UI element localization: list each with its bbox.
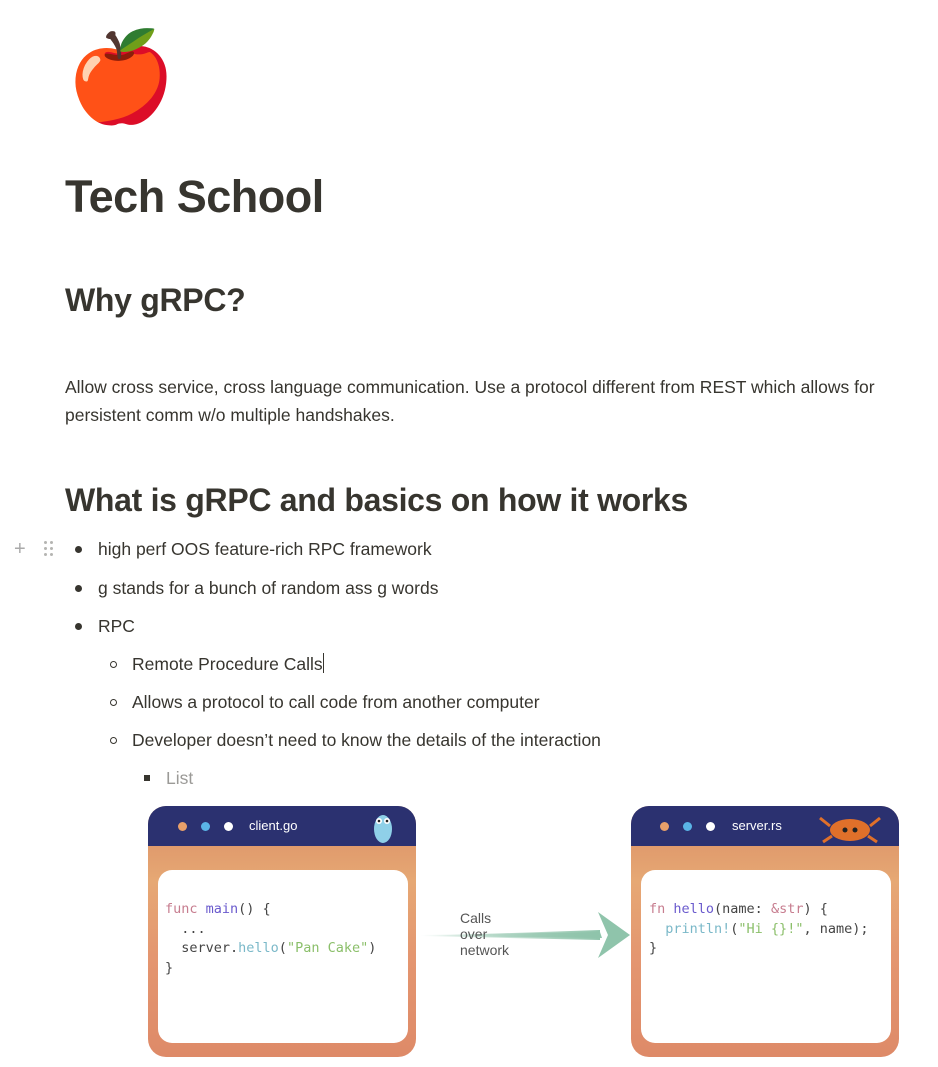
window-dot-icon: [178, 822, 187, 831]
code-token: }: [165, 959, 174, 976]
code-token: }: [649, 940, 658, 956]
ferris-crab-mascot-icon: [817, 812, 883, 844]
gopher-mascot-icon: [372, 810, 394, 844]
code-token: hello: [238, 940, 279, 956]
code-token: func: [165, 901, 198, 917]
list-item-placeholder[interactable]: List: [166, 768, 194, 788]
code-token: , name);: [803, 920, 869, 937]
paragraph-why-grpc[interactable]: Allow cross service, cross language communication. Use a protocol different from REST which allows for persistent comm w/o multiple handshakes.: [65, 377, 875, 425]
code-token: () {: [238, 901, 271, 917]
server-window: [631, 806, 899, 1057]
circle-bullet-icon: [110, 699, 117, 706]
code-token: (: [730, 920, 739, 937]
code-token: println!: [649, 920, 731, 937]
server-filename: server.rs: [732, 818, 782, 833]
list-item[interactable]: Allows a protocol to call code from another computer: [132, 692, 540, 712]
code-token: ): [368, 940, 377, 956]
list-item[interactable]: g stands for a bunch of random ass g words: [98, 578, 439, 598]
bullet-icon: [75, 546, 82, 553]
client-window-header: [148, 806, 416, 846]
server-code-panel: [641, 870, 891, 1043]
list-item[interactable]: RPC: [98, 616, 135, 636]
arrow-icon: [420, 910, 632, 960]
drag-handle-icon[interactable]: [44, 541, 54, 557]
list-item[interactable]: Developer doesn’t need to know the details of the interaction: [132, 730, 601, 750]
code-token: (: [278, 940, 287, 956]
bullet-icon: [75, 585, 82, 592]
circle-bullet-icon: [110, 737, 117, 744]
list-item[interactable]: [132, 652, 324, 676]
code-token: fn: [649, 901, 666, 917]
code-token: "Pan Cake": [286, 940, 369, 956]
window-dot-icon: [660, 822, 669, 831]
server-window-header: [631, 806, 899, 846]
window-dot-icon: [706, 822, 715, 831]
square-bullet-icon: [144, 775, 150, 781]
client-window: [148, 806, 416, 1057]
circle-bullet-icon: [110, 661, 117, 668]
code-token: ...: [165, 920, 206, 937]
page-title[interactable]: Tech School: [65, 171, 324, 222]
window-dot-icon: [683, 822, 692, 831]
heading-what-is-grpc[interactable]: What is gRPC and basics on how it works: [65, 482, 689, 518]
server-code: [649, 900, 868, 959]
code-token: server.: [165, 940, 239, 956]
window-dot-icon: [201, 822, 210, 831]
client-code: [165, 900, 376, 978]
window-dot-icon: [224, 822, 233, 831]
page-icon[interactable]: 🍎: [66, 27, 176, 126]
code-token: hello: [673, 901, 715, 917]
client-code-panel: [158, 870, 408, 1043]
code-token: "Hi {}!": [738, 920, 804, 937]
code-token: main: [205, 901, 239, 917]
list-item-text: Remote Procedure Calls: [132, 654, 323, 674]
bullet-icon: [75, 623, 82, 630]
code-token: ) {: [803, 901, 828, 917]
client-filename: client.go: [249, 818, 298, 833]
code-token: &str: [770, 901, 804, 917]
code-token: (name:: [714, 901, 771, 917]
arrow-label: Calls over network: [460, 910, 510, 958]
heading-why-grpc[interactable]: Why gRPC?: [65, 282, 246, 318]
text-cursor: [323, 653, 324, 673]
list-item[interactable]: high perf OOS feature-rich RPC framework: [98, 539, 432, 559]
add-block-icon[interactable]: +: [14, 538, 26, 560]
